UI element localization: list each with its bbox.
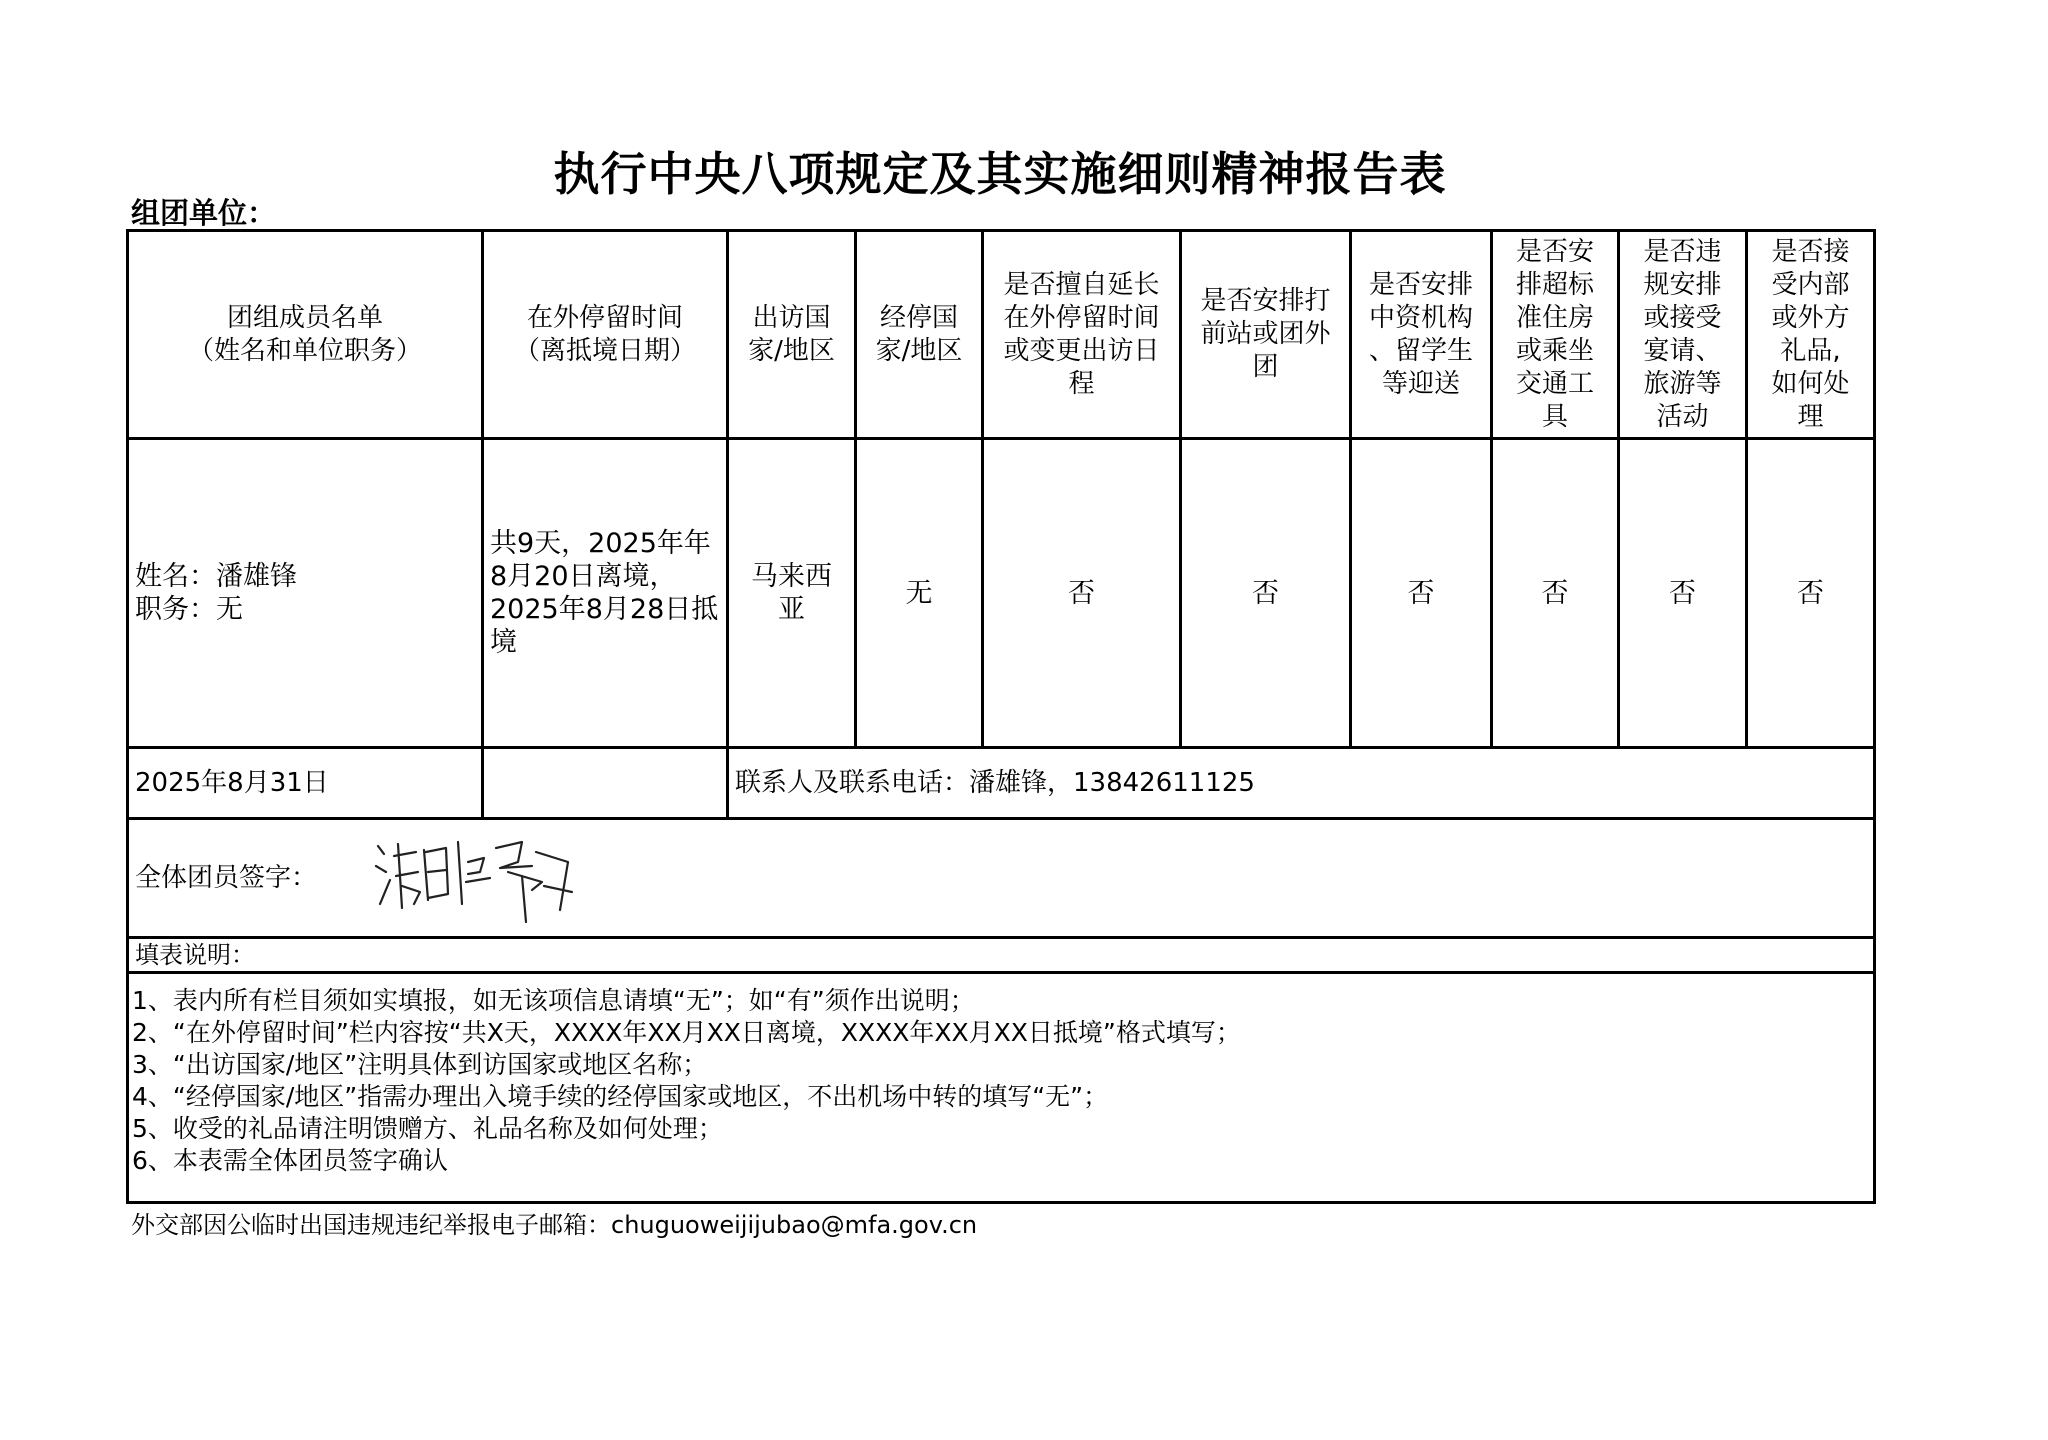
- answer-advance-team: 否: [1252, 577, 1279, 609]
- organizing-unit-label: 组团单位：: [131, 196, 277, 230]
- report-email-footer: 外交部因公临时出国违规违纪举报电子邮箱：chuguoweijijubao@mfa.gov.cn: [131, 1211, 978, 1239]
- instructions-list: [132, 985, 1241, 1177]
- page-title: 执行中央八项规定及其实施细则精神报告表: [553, 147, 1447, 201]
- header-destination: 出访国 家/地区: [748, 302, 835, 366]
- instruction-item: 2、“在外停留时间”栏内容按“共X天，XXXX年XX月XX日离境，XXXX年XX月XX日抵境”格式填写；: [132, 1018, 1241, 1047]
- header-stay-time: 在外停留时间 （离抵境日期）: [513, 302, 696, 366]
- header-transit: 经停国 家/地区: [875, 302, 963, 366]
- member-info: 姓名：潘雄锋 职务：无: [135, 561, 297, 625]
- member-transit: 无: [905, 577, 933, 609]
- header-extend-stay: 是否擅自延长 在外停留时间 或变更出访日 程: [1003, 269, 1160, 399]
- contact-info: 联系人及联系电话：潘雄锋，13842611125: [735, 767, 1255, 798]
- answer-gifts: 否: [1797, 577, 1824, 609]
- answer-accommodation: 否: [1541, 577, 1569, 609]
- answer-reception: 否: [1407, 577, 1435, 609]
- instruction-item: 3、“出访国家/地区”注明具体到访国家或地区名称；: [132, 1050, 708, 1079]
- signature-label: 全体团员签字：: [135, 862, 318, 893]
- instruction-item: 1、表内所有栏目须如实填报，如无该项信息请填“无”；如“有”须作出说明；: [132, 986, 975, 1015]
- header-accommodation: 是否安 排超标 准住房 或乘坐 交通工 具: [1515, 236, 1594, 432]
- header-gifts: 是否接 受内部 或外方 礼品, 如何处 理: [1771, 236, 1850, 432]
- header-advance-team: 是否安排打 前站或团外 团: [1200, 286, 1331, 382]
- header-banquet: 是否违 规安排 或接受 宴请、 旅游等 活动: [1643, 236, 1722, 432]
- header-member-list: 团组成员名单 （姓名和单位职务）: [187, 302, 422, 366]
- member-destination: 马来西 亚: [751, 561, 832, 625]
- instruction-item: 4、“经停国家/地区”指需办理出入境手续的经停国家或地区，不出机场中转的填写“无”；: [132, 1082, 1109, 1111]
- member-stay-time: 共9天，2025年年 8月20日离境， 2025年8月28日抵 境: [490, 528, 719, 658]
- answer-banquet: 否: [1669, 577, 1696, 609]
- instruction-item: 6、本表需全体团员签字确认: [132, 1146, 448, 1175]
- handwritten-signature: [372, 832, 582, 932]
- instruction-item: 5、收受的礼品请注明馈赠方、礼品名称及如何处理；: [132, 1114, 723, 1143]
- notes-title: 填表说明：: [135, 940, 255, 969]
- answer-extend-stay: 否: [1068, 577, 1095, 609]
- report-date: 2025年8月31日: [135, 767, 329, 798]
- header-reception: 是否安排 中资机构 、留学生 等迎送: [1368, 269, 1473, 399]
